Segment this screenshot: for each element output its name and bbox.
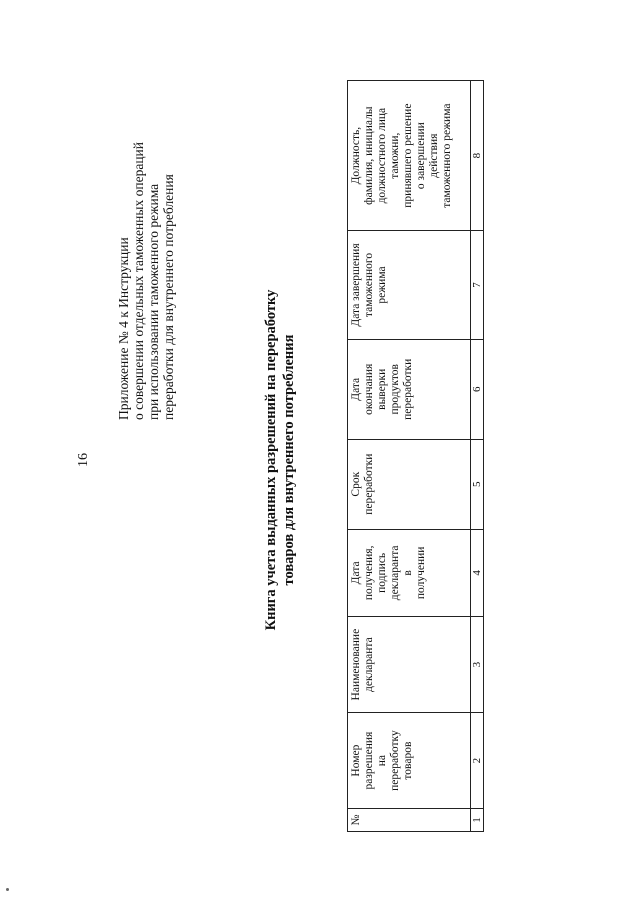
header-line: переработки [363,453,375,515]
header-line: Дата [350,377,362,401]
header-line: № [350,814,362,826]
header-line: товаров [402,741,414,780]
column-header-3 [348,617,471,713]
column-number-cell: 8 [471,81,484,231]
header-line: Должность, [350,126,362,185]
document-title [262,180,298,740]
title-line: Книга учета выданных разрешений на переработку [263,289,279,631]
column-number-cell: 1 [471,809,484,832]
column-header-1 [348,809,471,832]
header-line: Срок [350,471,362,497]
header-line: о завершении [415,122,427,190]
header-line: действия [428,133,440,178]
column-header-6 [348,339,471,439]
header-line: таможенного режима [441,103,453,208]
header-line: на [376,754,388,767]
column-header-7 [348,231,471,339]
appendix-line: Приложение № 4 к Инструкции [116,237,131,420]
column-number-cell: 2 [471,713,484,809]
header-line: в [402,570,414,576]
header-line: принявшего решение [402,103,414,208]
header-line: выверки [376,368,388,410]
appendix-line: переработки для внутреннего потребления [161,174,176,420]
header-line: Номер [350,744,362,777]
header-line: таможни, [389,132,401,179]
title-line: товаров для внутреннего потребления [281,334,297,586]
column-number-cell: 6 [471,339,484,439]
header-line: получении [415,546,427,600]
header-line: Дата завершения [350,243,362,327]
header-line: декларанта [389,545,401,601]
column-header-2 [348,713,471,809]
page-number: 16 [76,453,91,467]
appendix-line: при использовании таможенного режима [146,183,161,420]
header-line: получения, [363,545,375,601]
header-line: продуктов [389,364,401,415]
header-line: режима [376,266,388,304]
column-number-cell: 4 [471,529,484,617]
column-number-cell: 7 [471,231,484,339]
column-header-5 [348,439,471,529]
appendix-line: о совершении отдельных таможенных операций [131,142,146,420]
column-header-4 [348,529,471,617]
header-line: переработку [389,730,401,791]
header-line: переработки [402,358,414,420]
header-line: окончания [363,363,375,415]
column-number-cell: 5 [471,439,484,529]
column-number-row [471,81,484,832]
header-line: фамилия, инициалы [363,106,375,205]
appendix-reference [116,60,176,420]
header-line: разрешения [363,731,375,790]
table-header-row [348,81,471,832]
register-table [347,80,484,832]
column-number-cell: 3 [471,617,484,713]
header-line: Наименование [350,628,362,701]
rotated-page [40,50,600,870]
header-line: должностного лица [376,107,388,204]
header-line: декларанта [363,637,375,692]
header-line: Дата [350,561,362,585]
column-header-8 [348,81,471,231]
header-line: подпись [376,552,388,593]
header-line: таможенного [363,252,375,318]
scan-speck [6,888,9,891]
